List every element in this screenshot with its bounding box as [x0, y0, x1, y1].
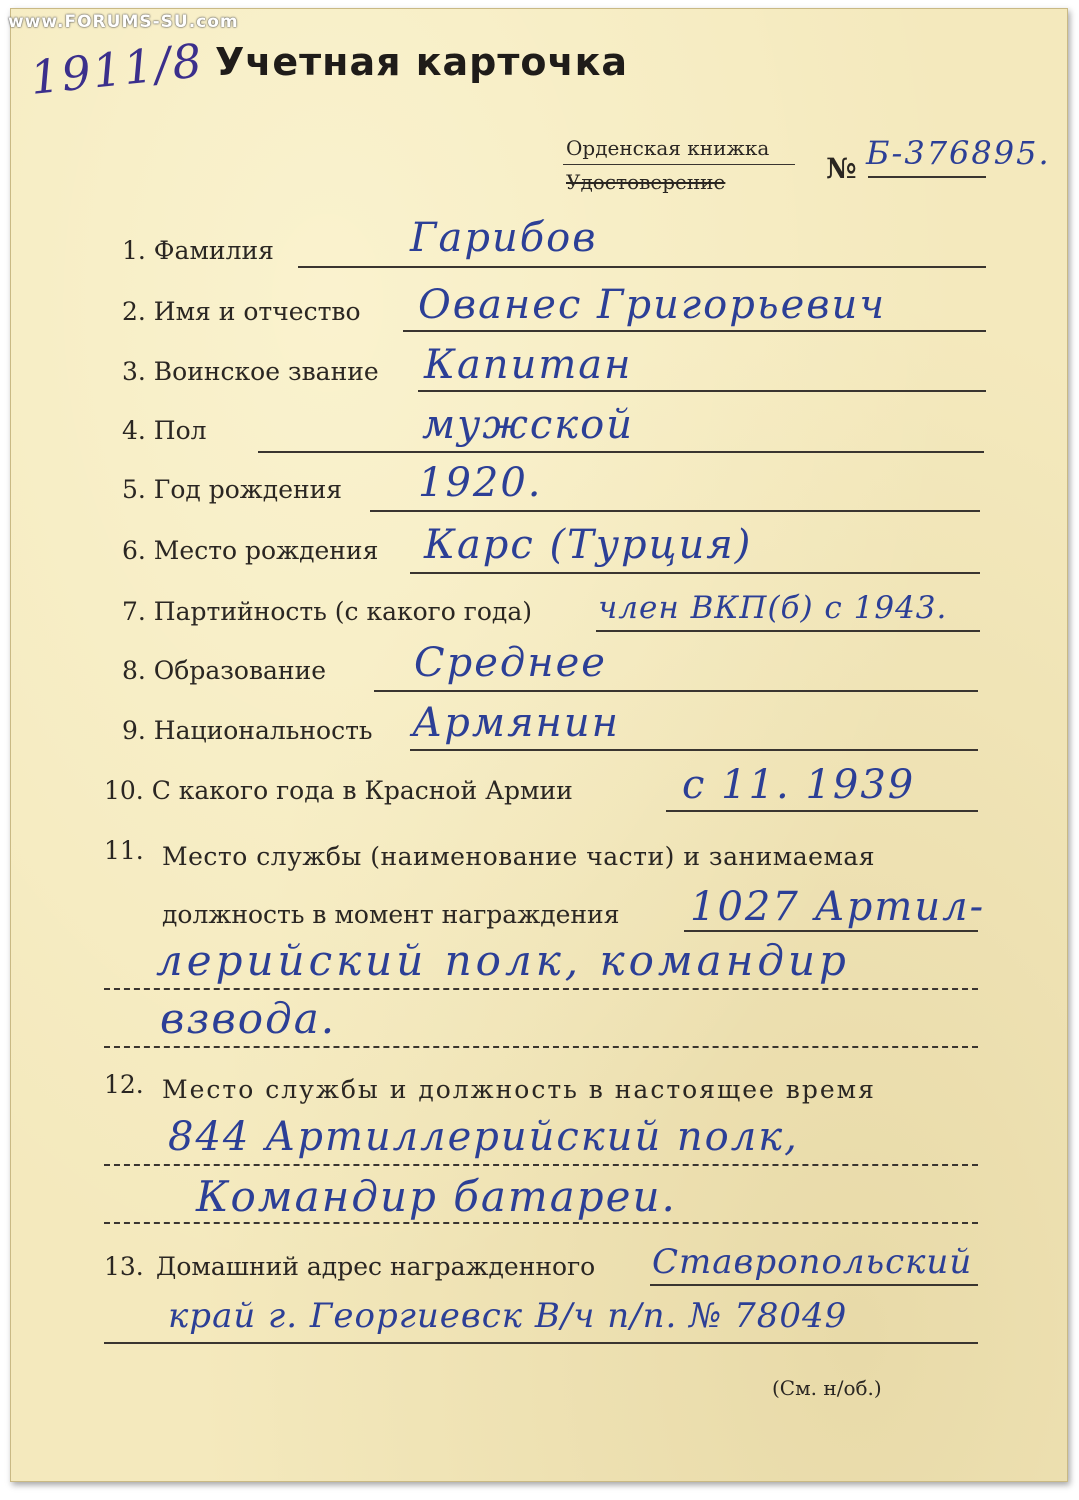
field-value-birth-place: Карс (Турция): [424, 522, 753, 568]
field-12-value-2: Командир батареи.: [196, 1172, 677, 1221]
field-11-value-2: лерийский полк, командир: [156, 936, 850, 985]
watermark: www.FORUMS-SU.com: [8, 12, 239, 32]
doc-number-value: Б-376895.: [866, 134, 1051, 172]
field-line-nationality: [410, 749, 978, 751]
field-value-surname: Гарибов: [410, 215, 598, 261]
field-11-line-2: [104, 988, 978, 990]
field-value-name-patronymic: Ованес Григорьевич: [418, 282, 887, 328]
field-label-education: 8. Образование: [122, 656, 327, 685]
doc-type-certificate-struck: Удостоверение: [566, 170, 726, 194]
field-label-army-since: 10. С какого года в Красной Армии: [104, 776, 573, 805]
doc-number-line: [868, 176, 986, 178]
field-11-label-line1: Место службы (наименование части) и занимаемая: [162, 842, 876, 871]
field-label-rank: 3. Воинское звание: [122, 357, 379, 386]
field-value-rank: Капитан: [424, 342, 633, 388]
field-13-number: 13.: [104, 1252, 144, 1281]
field-value-army-since: с 11. 1939: [682, 762, 916, 808]
field-13-value-1: Ставропольский: [652, 1242, 973, 1282]
field-label-birth-year: 5. Год рождения: [122, 475, 343, 504]
field-label-sex: 4. Пол: [122, 416, 207, 445]
doc-type-divider: [563, 164, 795, 165]
field-value-sex: мужской: [422, 402, 634, 448]
field-11-line-1: [684, 930, 978, 932]
field-line-surname: [298, 266, 986, 268]
field-label-name-patronymic: 2. Имя и отчество: [122, 297, 361, 326]
field-value-party: член ВКП(б) с 1943.: [598, 590, 948, 626]
field-11-label-line2: должность в момент награждения: [162, 900, 620, 929]
field-12-line-2: [104, 1222, 978, 1224]
field-line-sex: [258, 451, 984, 453]
field-label-nationality: 9. Национальность: [122, 716, 373, 745]
field-value-nationality: Армянин: [412, 700, 621, 746]
field-value-birth-year: 1920.: [418, 460, 543, 506]
card-title: Учетная карточка: [215, 40, 628, 84]
corner-handwritten-note: 1911/8: [27, 33, 207, 105]
footer-note: (См. н/об.): [772, 1376, 882, 1400]
field-line-birth-place: [410, 572, 980, 574]
doc-number-label: №: [826, 152, 857, 185]
field-11-value-3: взвода.: [160, 994, 337, 1043]
field-13-line-2: [104, 1342, 978, 1344]
field-11-number: 11.: [104, 836, 144, 865]
field-line-birth-year: [370, 510, 980, 512]
field-12-line-1: [104, 1164, 978, 1166]
field-line-army-since: [666, 810, 978, 812]
field-line-rank: [418, 390, 986, 392]
field-12-value-1: 844 Артиллерийский полк,: [168, 1114, 799, 1160]
field-label-birth-place: 6. Место рождения: [122, 536, 379, 565]
field-line-party: [596, 630, 980, 632]
field-12-number: 12.: [104, 1070, 144, 1099]
field-label-surname: 1. Фамилия: [122, 236, 274, 265]
field-12-label: Место службы и должность в настоящее время: [162, 1075, 876, 1104]
field-11-line-3: [104, 1046, 978, 1048]
field-label-party: 7. Партийность (с какого года): [122, 597, 532, 626]
field-line-name-patronymic: [403, 330, 986, 332]
field-13-value-2: край г. Георгиевск В/ч п/п. № 78049: [168, 1296, 848, 1336]
field-line-education: [374, 690, 978, 692]
doc-type-order-book: Орденская книжка: [566, 136, 770, 160]
field-value-education: Среднее: [414, 640, 607, 686]
field-13-label: Домашний адрес награжденного: [156, 1252, 596, 1281]
field-11-value-1: 1027 Артил-: [690, 884, 986, 930]
field-13-line-1: [650, 1284, 978, 1286]
